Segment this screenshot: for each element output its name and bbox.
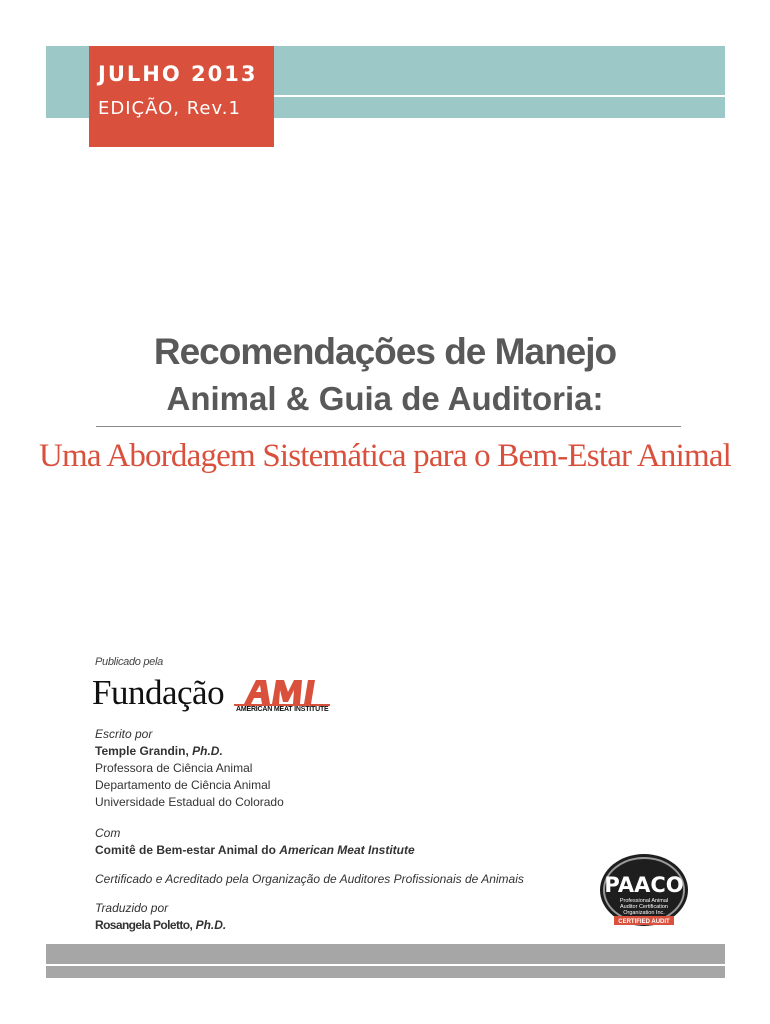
credits	[95, 726, 595, 934]
written-by-label: Escrito por	[95, 727, 153, 741]
with-label: Com	[95, 826, 121, 840]
document-title-line2: Animal & Guia de Auditoria:	[166, 380, 604, 417]
committee-text: Comitê de Bem-estar Animal do	[95, 843, 276, 857]
translated-by-label: Traduzido por	[95, 901, 169, 915]
author-department: Departamento de Ciência Animal	[95, 778, 271, 792]
committee-org: American Meat Institute	[279, 843, 415, 857]
seal-line2: Auditor Certification	[620, 904, 668, 910]
author-position: Professora de Ciência Animal	[95, 761, 253, 775]
edition-box	[89, 46, 274, 147]
edition-revision: EDIÇÃO, Rev.1	[98, 98, 241, 119]
author-name-line	[95, 743, 595, 760]
paaco-seal-icon	[598, 852, 690, 930]
committee-line	[95, 842, 595, 859]
author-degree: Ph.D.	[192, 744, 223, 758]
seal-ribbon: CERTIFIED AUDIT	[618, 919, 670, 925]
edition-month: JULHO 2013	[98, 62, 258, 86]
certification-text: Certificado e Acreditado pela Organização de Auditores Profissionais de Animais	[95, 872, 524, 886]
seal-line3: Organization Inc.	[623, 910, 665, 916]
author-university: Universidade Estadual do Colorado	[95, 795, 284, 809]
seal-acronym: PAACO	[604, 873, 684, 897]
publisher-name: Fundação	[92, 673, 225, 712]
seal-line1: Professional Animal	[619, 898, 669, 904]
document-subtitle: Uma Abordagem Sistemática para o Bem-Estar Animal	[38, 438, 732, 474]
published-by-label: Publicado pela	[95, 656, 163, 668]
translator-line	[95, 917, 595, 934]
top-band-divider	[274, 95, 725, 97]
translator-degree: Ph.D.	[195, 918, 227, 932]
title-divider	[96, 426, 681, 427]
bottom-band	[46, 944, 725, 978]
author-name: Temple Grandin,	[95, 744, 189, 758]
translator-name: Rosangela Poletto,	[95, 918, 193, 932]
document-title-line1: Recomendações de Manejo	[153, 331, 617, 372]
publisher-logo	[92, 672, 352, 716]
bottom-band-divider	[46, 964, 725, 966]
ami-tagline: AMERICAN MEAT INSTITUTE	[236, 706, 329, 713]
